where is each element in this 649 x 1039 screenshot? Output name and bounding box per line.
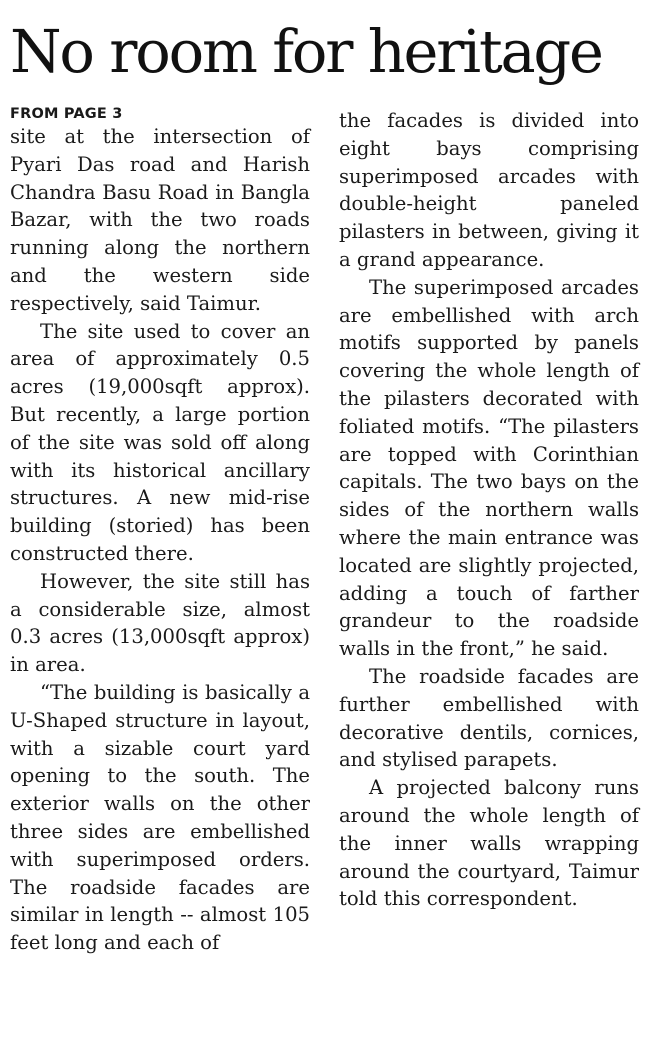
paragraph-continued: site at the intersection of Pyari Das road and Harish Chandra Basu Road in Bangla Bazar, with the two roads running along the northern and the western side respectively, said Taimur. (10, 125, 310, 315)
paragraph: However, the site still has a considerable size, almost 0.3 acres (13,000sqft approx) in area. (10, 569, 310, 677)
paragraph-continued: the facades is divided into eight bays comprising superimposed arcades with double-height paneled pilasters in between, giving it a grand appearance. (339, 109, 639, 271)
right-column (339, 107, 639, 913)
paragraph: A projected balcony runs around the whole length of the inner walls wrapping around the courtyard, Taimur told this correspondent. (339, 776, 639, 911)
left-column (10, 105, 310, 957)
jump-label: FROM PAGE 3 (10, 106, 123, 122)
paragraph: The site used to cover an area of approximately 0.5 acres (19,000sqft approx). But recently, a large portion of the site was sold off along with its historical ancillary structures. A new mid-rise building (storied) has been constructed there. (10, 319, 310, 565)
paragraph: The roadside facades are further embellished with decorative dentils, cornices, and stylised parapets. (339, 664, 639, 772)
paragraph: The superimposed arcades are embellished with arch motifs supported by panels covering the whole length of the pilasters decorated with foliated motifs. “The pilasters are topped with Corinthian capitals. The two bays on the sides of the northern walls where the main entrance was located are slightly projected, adding a touch of farther grandeur to the roadside walls in the front,” he said. (339, 275, 639, 661)
paragraph: “The building is basically a U-Shaped structure in layout, with a sizable court yard opening to the south. The exterior walls on the other three sides are embellished with superimposed orders. The roadside facades are similar in length -- almost 105 feet long and each of (10, 680, 310, 955)
headline: No room for heritage (10, 17, 602, 86)
